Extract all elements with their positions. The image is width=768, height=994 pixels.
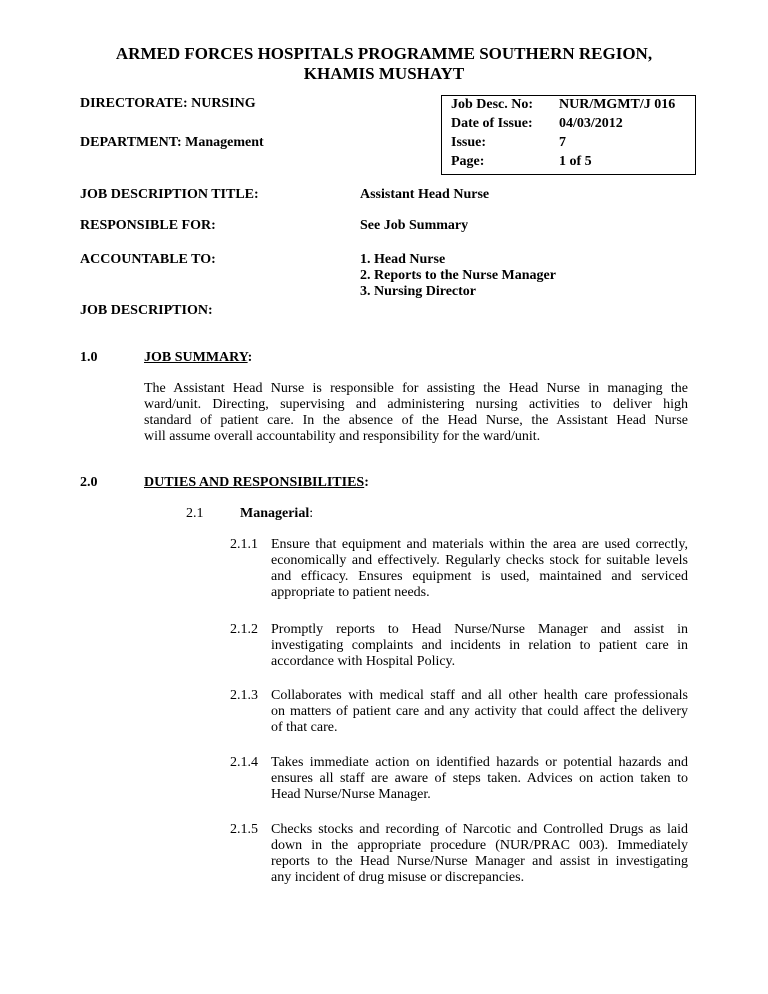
accountable-to-item: 3. Nursing Director xyxy=(360,284,476,299)
responsible-for-label: RESPONSIBLE FOR: xyxy=(80,218,216,233)
item-number: 2.1.1 xyxy=(230,537,258,552)
section-heading-duties: DUTIES AND RESPONSIBILITIES: xyxy=(144,475,369,490)
job-title-value: Assistant Head Nurse xyxy=(360,187,490,202)
document-info-box xyxy=(441,95,696,175)
accountable-to-item: 2. Reports to the Nurse Manager xyxy=(360,268,556,283)
item-number: 2.1.2 xyxy=(230,622,258,637)
item-number: 2.1.4 xyxy=(230,755,258,770)
directorate: DIRECTORATE: NURSING xyxy=(80,96,256,111)
section-number: 1.0 xyxy=(80,350,98,365)
job-title-label: JOB DESCRIPTION TITLE: xyxy=(80,187,259,202)
date-of-issue-value: 04/03/2012 xyxy=(559,116,623,131)
item-number: 2.1.3 xyxy=(230,688,258,703)
subsection-number: 2.1 xyxy=(186,506,204,521)
accountable-to-item: 1. Head Nurse xyxy=(360,252,446,267)
date-of-issue-label: Date of Issue: xyxy=(451,116,533,131)
department: DEPARTMENT: Management xyxy=(80,135,264,150)
item-text: Ensure that equipment and materials within the area are used correctly, economically and effectively. Regularly checks stock for suitable levels and efficacy. Ensures equipment is used, maintained and serviced appropriate to patient needs. xyxy=(271,537,688,600)
item-text: Collaborates with medical staff and all other health care professionals on matters of patient care and any activity that could affect the delivery of that care. xyxy=(271,688,688,735)
item-text: Takes immediate action on identified hazards or potential hazards and ensures all staff are aware of steps taken. Advices on action taken to Head Nurse/Nurse Manager. xyxy=(271,755,688,802)
item-text: Checks stocks and recording of Narcotic and Controlled Drugs as laid down in the appropriate procedure (NUR/PRAC 003). Immediately reports to the Head Nurse/Nurse Manager and assist in investigating any incident of drug misuse or discrepancies. xyxy=(271,822,688,885)
page-label: Page: xyxy=(451,154,485,169)
subsection-heading-managerial: Managerial: xyxy=(240,506,314,521)
org-title-line1: ARMED FORCES HOSPITALS PROGRAMME SOUTHERN REGION, xyxy=(115,44,653,63)
job-summary-paragraph: The Assistant Head Nurse is responsible for assisting the Head Nurse in managing the ward/unit. Directing, supervising and administering nursing activities to deliver high standard of patient care. In the absence of the Head Nurse, the Assistant Head Nurse will assume overall accountability and responsibility for the ward/unit. xyxy=(144,381,688,444)
issue-label: Issue: xyxy=(451,135,487,150)
issue-value: 7 xyxy=(559,135,566,150)
job-desc-no-value: NUR/MGMT/J 016 xyxy=(559,97,676,112)
section-number: 2.0 xyxy=(80,475,98,490)
item-number: 2.1.5 xyxy=(230,822,258,837)
responsible-for-value: See Job Summary xyxy=(360,218,469,233)
section-heading-job-summary: JOB SUMMARY: xyxy=(144,350,253,365)
item-text: Promptly reports to Head Nurse/Nurse Manager and assist in investigating complaints and incidents in relation to patient care in accordance with Hospital Policy. xyxy=(271,622,688,669)
org-title-line2: KHAMIS MUSHAYT xyxy=(303,64,465,83)
job-desc-no-label: Job Desc. No: xyxy=(451,97,534,112)
job-description-label: JOB DESCRIPTION: xyxy=(80,303,213,318)
accountable-to-label: ACCOUNTABLE TO: xyxy=(80,252,216,267)
page-value: 1 of 5 xyxy=(559,154,592,169)
